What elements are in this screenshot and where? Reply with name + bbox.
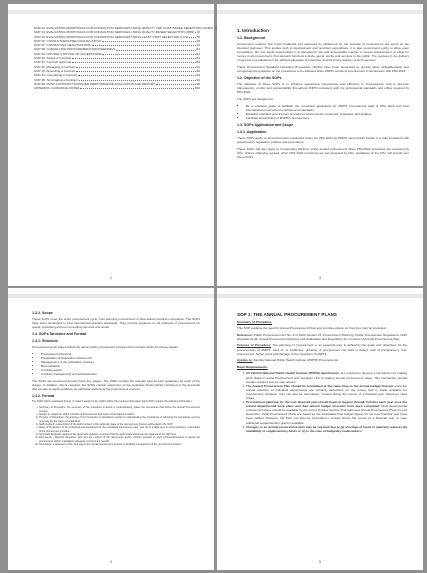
list-item: v. Steps of Procedure: to be conducted and transferred for the completed procurement step, sets out in a table and, in some instances, schematics of the process are provided. bbox=[39, 426, 200, 433]
document-page-2 bbox=[8, 4, 214, 286]
toc-entry-label: APPENDIX: GUIDANCE NOTES bbox=[34, 86, 80, 91]
document-page-5 bbox=[217, 288, 423, 570]
heading-scope: 1.3.2. Scope bbox=[32, 311, 53, 315]
toc-entry-label: SOP 23: EVALUATING PROPOSALS FOR CONSULTING SERVICES USING QUALITY AND COST BASED SELECTION (QCBS) bbox=[34, 26, 214, 30]
paragraph: These SOPs apply to all procurement conducted under the PPA 2022 by ZNPHI using Public Funds. It is fully consistent with government's legislation, policies and procedures. bbox=[237, 136, 409, 145]
reference-paragraph bbox=[237, 333, 407, 341]
list-item bbox=[246, 384, 407, 400]
paragraph: Procurement at all values follow the same public procurement process that is broken down into these stages: bbox=[32, 345, 179, 350]
toc-leader-dots bbox=[102, 52, 195, 55]
paragraph: The objective of these SOPs is to enhance operational competence and efficiency in Procurement, and to promote transparency, probity and accountability throughout ZNPHI consistent with the professional standards and ethics required by PPA 2022. bbox=[237, 82, 409, 95]
toc-entry-page: 89 bbox=[196, 60, 200, 65]
heading-structure: 1.4.1. Structure bbox=[32, 339, 58, 344]
reference-text: Public Procurement Act No. 8 of 2020 Section 37: Procurement Planning; Public Procurement Regulations 2022 Regulations 39: Annual Procurement Planning and Publication and Regulation 40: Contents of Annual Procurement Plan. bbox=[237, 332, 407, 341]
toc-leader-dots bbox=[80, 86, 194, 89]
toc-entry-page: 84 bbox=[196, 56, 200, 61]
page-number: 5 bbox=[319, 560, 321, 564]
purpose-paragraph bbox=[237, 343, 407, 355]
toc-entry-label: SOP 25: EVALUATING PROPOSALS FOR CONSULTING SERVICES USING LEAST COST SELECTION (LCS) bbox=[34, 34, 189, 39]
list-item: • Contract management and administration bbox=[41, 372, 200, 376]
paragraph: The SOPs follow a standard format, to make it easier for the staff to follow the required information. Each SOP contains the following information: bbox=[32, 400, 193, 404]
toc-entry-page: 93 bbox=[196, 73, 200, 78]
list-item: • Procurement Planning bbox=[41, 352, 200, 356]
toc-leader-dots bbox=[79, 78, 196, 81]
list-item: • Management of the solicitation process bbox=[41, 360, 200, 364]
list-item: ii. Applies to: details on which methods of Procurement and types of Purchases it relates. bbox=[39, 413, 200, 416]
requirement-text: are required to develop a mechanism for making work plans to assist Procurement and Suppliers Unit in making annual procurement plans. This mechanism should contain required step by step actions. bbox=[246, 371, 407, 384]
toc-leader-dots bbox=[78, 73, 195, 76]
list-item: viii. Next Steps: a statement of the next step in the overall procurement process to facilitate management of the procurement process. bbox=[39, 443, 200, 446]
requirements-list bbox=[237, 371, 407, 432]
reference-label: Reference: bbox=[237, 332, 253, 337]
toc-entry-label: SOP 30: Award of Contract bbox=[34, 56, 72, 61]
heading-application: 1.3.1. Application bbox=[237, 130, 267, 135]
paragraph: The SOPs are designed to: bbox=[237, 97, 274, 102]
toc-entry-page: 91 bbox=[196, 64, 200, 69]
toc-leader-dots bbox=[92, 43, 196, 46]
requirement-text: since the annual activities of individual departments are primarily dependent on the money that is made available for procurement. However, they can also be formulated / revised during the course of a financial year, whenever need arises. bbox=[246, 383, 407, 400]
list-item: • Preparation of Solicitation Documents bbox=[41, 356, 200, 360]
toc-entry-label: SOP 27: CONSULTING NEGOTIATIONS bbox=[34, 43, 91, 48]
requirement-lead: Changes to an annual procurement plan may be required due to (a) shortage of funds in quarterly releases (b) availability of supplementary funds or (c) in the case of budgetary reallocations. bbox=[246, 424, 407, 433]
toc-leader-dots bbox=[156, 82, 196, 85]
toc-leader-dots bbox=[72, 60, 195, 63]
paragraph: These Procurement Standard Operating Procedures (SOPs) have been developed to provide clear, straightforward, and comprehensive guidance on the procedures to be followed when ZNPHI conducts procurement in accordance with PPA 2022. bbox=[237, 65, 409, 74]
document-page-4 bbox=[8, 288, 214, 570]
toc-entry-label: SOP 26: CONSULTANTS PRE-QUALIFICATION bbox=[34, 38, 101, 43]
toc-entry-label: SOP 35: Terminating a Contract bbox=[34, 77, 78, 82]
toc-entry-page: 94 bbox=[196, 77, 200, 82]
toc-entry-label: SOP 29: ISSUING A NOTICE OF ACCEPTANCE bbox=[34, 51, 102, 56]
bullet-list bbox=[32, 352, 200, 377]
heading-structure-format: 1.4. SOPs Structure and Format bbox=[32, 332, 87, 337]
toc-entry-page: 75 bbox=[196, 34, 200, 39]
toc-entry-label: SOP 24: EVALUATING PROPOSALS FOR CONSULTING SERVICES USING QUALITY BASED SELECTION (QBS) bbox=[34, 30, 195, 35]
document-page-3 bbox=[217, 4, 423, 286]
toc-entry-label: SOP 36: POST-CONTRACT SUPPLIER PERFORMANCE EVALUATION AND REPORT bbox=[34, 81, 155, 86]
list-item: iii. Purpose of Procedure: the purpose of the procedure is provided to assist in understanding the importance of following the procedures and the necessity for the steps to be followed. bbox=[39, 416, 200, 423]
toc-leader-dots bbox=[76, 65, 195, 68]
toc-leader-dots bbox=[72, 56, 196, 59]
toc-entry-page: 78 bbox=[196, 38, 200, 43]
page-number: 2 bbox=[110, 276, 112, 280]
requirement-lead: All Zambia National Public Health Institute (ZNPHI) departments, bbox=[246, 371, 340, 376]
list-item: • Contract award bbox=[41, 368, 200, 372]
page-header-band bbox=[8, 294, 214, 298]
toc-entry-label: SOP 28: CANCELLING PROCUREMENT PROCEEDINGS bbox=[34, 47, 116, 52]
heading-format: 1.4.2. Format bbox=[32, 394, 55, 399]
list-item bbox=[246, 371, 407, 383]
toc-entry-label: SOP 31: Contract Approval bbox=[34, 60, 72, 65]
paragraph: These SOPs will also apply to Cooperating Partners (CPs) funded procurement when PPA 2022 provisions are accepted by CPs. Unless otherwise agreed, when PPA 2022 provisions are not accepted by CPs, guidelines of the CPs' will prevail over these SOPs. bbox=[237, 146, 409, 160]
list-item: i. Summary of Procedure: the summary of the procedure to assist in understanding, states the procedures that define the annual Procurement process. bbox=[39, 406, 200, 413]
page-header-band bbox=[217, 294, 423, 298]
toc-entry[interactable] bbox=[34, 86, 200, 90]
toc-entry-page: 92 bbox=[196, 68, 200, 73]
toc-entry-page: 100 bbox=[194, 86, 200, 91]
requirement-lead: Procurement planning for the next financial year should begin in August through October each year once the annual departmental work plans and their annual budget forecasts have been completed. bbox=[246, 400, 407, 409]
heading-objective: 1.2. Objective of the SOPs bbox=[237, 76, 282, 81]
list-item bbox=[246, 425, 407, 433]
toc-entry-label: SOP 34: Completing a Contract bbox=[34, 73, 78, 78]
list-item: iv. Staff involved: a description of the staff involved in the particular stage of the procurement process addressed in the SOP. bbox=[39, 423, 200, 426]
toc-entry-page: 79 bbox=[196, 43, 200, 48]
basic-requirements-label: Basic Requirements: bbox=[237, 365, 268, 370]
page-header-band bbox=[8, 10, 214, 14]
paragraph: The SOPs are structured around these key stages. The SOPs contain the relevant step-by-step guidelines for each of the stages. In addition, where required, the SOPs contain references to the Guidance Notes (GNs) contained in the Appendix that provide in-depth guidance on particular aspects of the procurement process. bbox=[32, 379, 200, 392]
toc-entry-page: 98 bbox=[196, 81, 200, 86]
requirement-lead: The Annual Procurement Plan should be formulated at the same time as the annual budget forecast bbox=[246, 383, 394, 388]
page-header-band bbox=[217, 10, 423, 14]
page-number: 3 bbox=[319, 276, 321, 280]
paragraph: These SOPs cover the entire procurement cycle: from planning procurement to final delivery/contract completion. The SOPs have been developed to best international practice standards. They provide guidance on all methods of procurement for goods, consulting and non-consulting services and works. bbox=[32, 317, 200, 330]
numbered-list bbox=[32, 406, 200, 446]
purpose-text: The planning of procurement is an essential step in achieving the goals and objectives for the procurements of ZNPHI. Lack of, or ineffective, planning of procurement can lead to delays, lack of transparency, mis-procurement, higher costs and damage to the reputation of ZNPHI. bbox=[237, 343, 407, 356]
heading-background: 1.1. Background bbox=[237, 36, 265, 40]
list-item: • Be a practical guide to facilitate the consistent application by ZNPHI procurement staff of PPA 2022 and best international procurement practices and standards. bbox=[246, 104, 409, 112]
toc-leader-dots bbox=[102, 39, 196, 42]
toc-entry-page: 72 bbox=[196, 30, 200, 35]
section-title: 1. Introduction bbox=[237, 28, 269, 33]
page-number: 4 bbox=[110, 560, 112, 564]
list-item: vii. Documents / Records Required: lists and the content of the documents and/or records required at each process/procedure to assist the procurement staff in maintaining adequate procurement records. bbox=[39, 436, 200, 443]
paragraph: Government requires that funds budgeted and approved by parliament for the purpose of procurement are spent on the intended purposes. This applies both to development and recurrent expenditure. It is also government policy to allow open competition, fair and equal opportunities in a transparent, fair and accountable manner to ensure achievement of value for money in all procurement. Procurement functions provide goods, works and services to the public. The success in the delivery of services is predicated on the efficient allocation of resources and the timely delivery of such services. bbox=[237, 42, 409, 63]
list-item bbox=[246, 400, 407, 425]
summary-label: Summary of Procedure: bbox=[237, 320, 273, 324]
applies-paragraph bbox=[237, 358, 407, 362]
sop-title: SOP 1: THE ANNUAL PROCUREMENT PLANS bbox=[237, 312, 337, 317]
bullet-list bbox=[237, 104, 409, 120]
applies-text: Zambia National Public Health Institute (ZNPHI) Procurements. bbox=[253, 358, 339, 363]
toc-entry-label: SOP 33: Amending a Contract bbox=[34, 68, 76, 73]
toc-entry-label: SOP 32: Managing a Contract bbox=[34, 64, 76, 69]
toc-entry-page: 81 bbox=[196, 47, 200, 52]
toc-entry-page: 83 bbox=[196, 51, 200, 56]
list-item: vi. Approvals Required: details of the approvals required, to ensure that the appropriate approvals are obtained at the right time. bbox=[39, 433, 200, 436]
list-item: • Establish standard procurement procedures which can be monitored, evaluated, and audited. bbox=[246, 112, 409, 116]
toc-leader-dots bbox=[116, 47, 196, 50]
heading-application-scope: 1.3. SOPs Application and Scope bbox=[237, 123, 294, 128]
list-item: • Facilitate streamlining of ZNPHI's procurement. bbox=[246, 116, 409, 120]
purpose-label: Purpose of Procedure: bbox=[237, 343, 272, 348]
toc-leader-dots bbox=[189, 35, 195, 38]
applies-label: Applies to: bbox=[237, 358, 253, 363]
paragraph: This SOP explains the need for Annual Procurement Plans and provides advice on how they may be produced. bbox=[237, 326, 387, 330]
list-item: • Bid evaluation bbox=[41, 364, 200, 368]
table-of-contents bbox=[34, 26, 214, 272]
toc-leader-dots bbox=[76, 69, 195, 72]
requirement-text: Draft departmental procurement plans should be available by the end of October and the final approved Annual Procurement Plans by end December. Initial Procurement Plans are based on the anticipated final budget figures for the new financial year have been ratified. However, the Plan can also be formulated / revised during the course of a financial year, in case additional supplementary grant is available. bbox=[246, 404, 407, 425]
